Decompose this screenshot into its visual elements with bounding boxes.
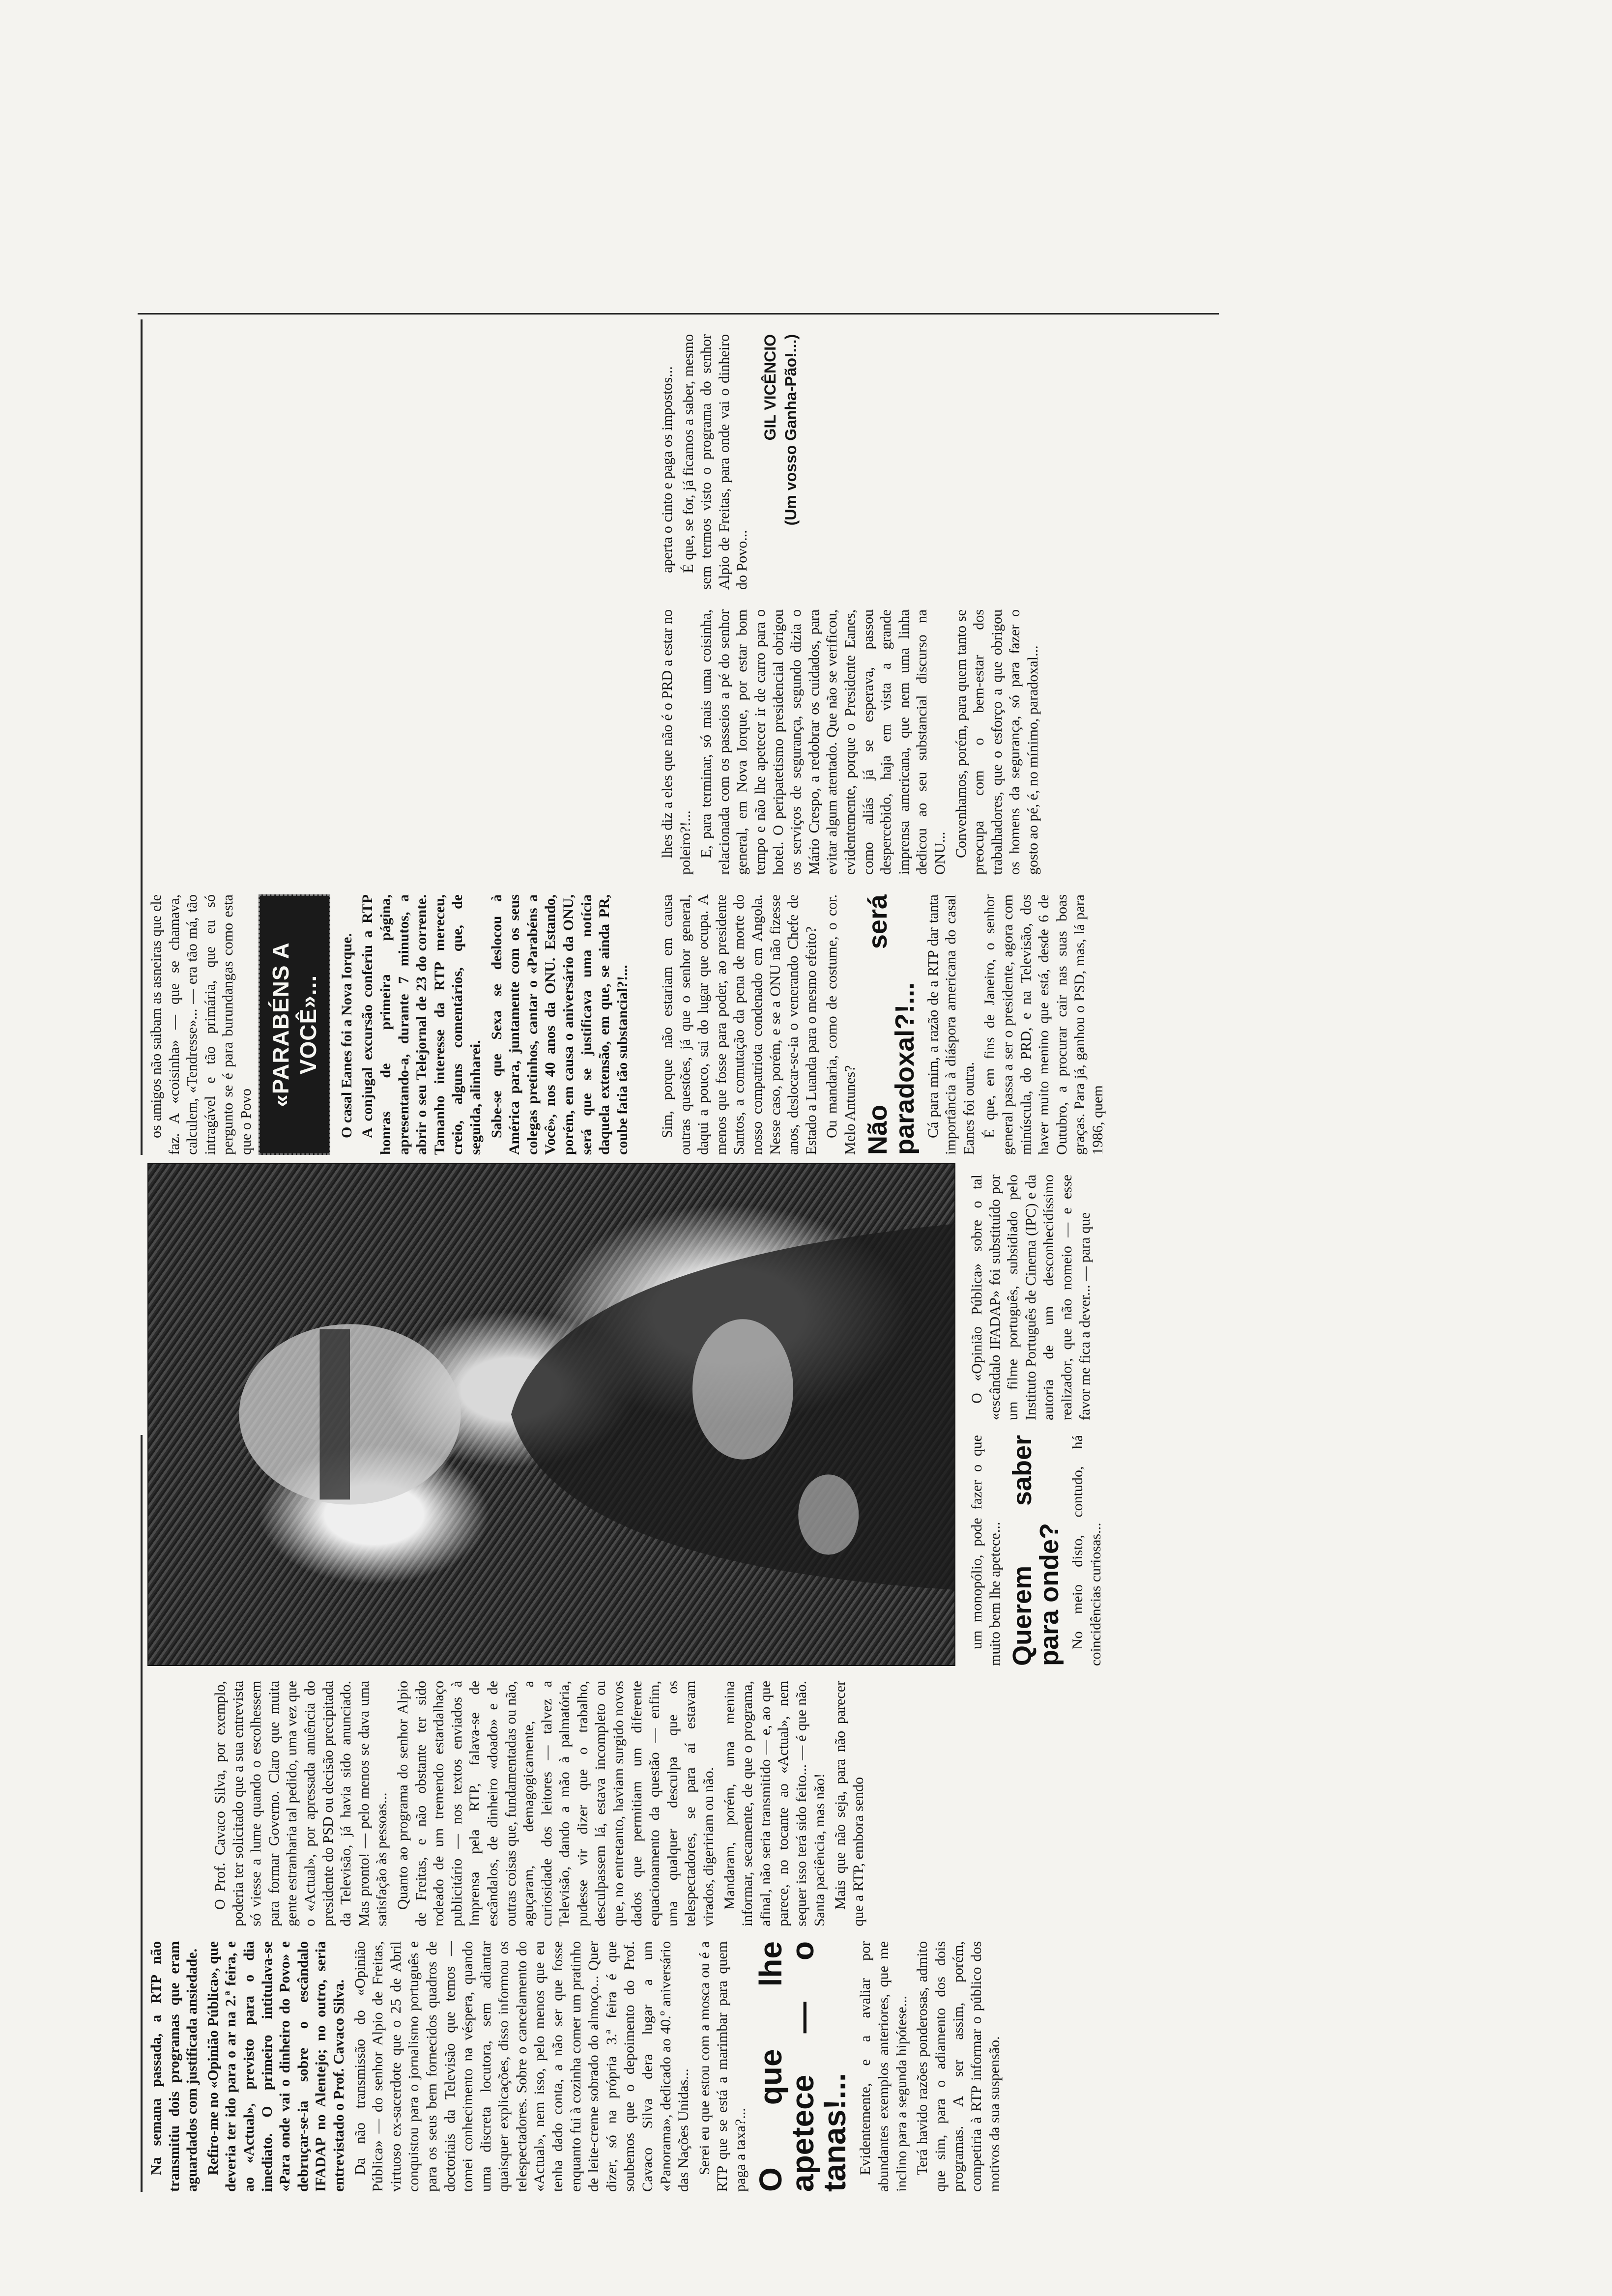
article-paragraph: um monopólio, pode fazer o que muito bem lhe apetece... (969, 1435, 1003, 1666)
article-paragraph: O casal Eanes foi a Nova Iorque. (338, 933, 355, 1138)
article-paragraph: Quanto ao programa do senhor Alpio de Freitas, e não obstante ter sido rodeado de um tremendo estardalhaço publicitário — nos textos enviados à Imprensa pela RTP, falava-se de escândalos, de dinheiro «doado» e de outras coisas que, fundamentadas ou não, aguçaram, demagogicamente, a curiosidade dos leitores — talvez a Televisão, dando a mão à palmatória, pudesse vir dizer que o trabalho, desculpassem lá, estava incompleto ou que, no entretanto, haviam surgido novos dados que permitiam um diferente equacionamento da questão — enfim, uma qualquer desculpa que os telespectadores, se para aí estavam virados, digeririam ou não. (394, 1681, 717, 1926)
article-paragraph: O «Opinião Pública» sobre o tal «escândalo IFADAP» foi substituído por um filme português, subsidiado pelo Instituto Português de Cinema (IPC) e da autoria de um desconhecidíssimo realizador, que não nomeio — e esse favor me fica a dever... — para que (969, 1175, 1093, 1420)
article-paragraph: Cá para mim, a razão de a RTP dar tanta importância à diáspora americana do casal Eanes foi outra. (924, 894, 977, 1155)
column-5b (659, 894, 1110, 1155)
article-paragraph: lhes diz a eles que não é o PRD a estar no poleiro?!... (659, 609, 693, 875)
article-paragraph: os amigos não saibam as asneiras que ele faz. A «coisinha» — que se chamava, calculem, «Tendresse»... — era tão má, tão intragável e tão primária, que eu só pergunto se é para burundangas como esta que o Povo (148, 894, 254, 1155)
column-6 (659, 609, 1045, 875)
author-signature (760, 334, 801, 590)
article-paragraph: Terá havido razões ponderosas, admito que sim, para o adiamento dos dois programas. A ser assim, porém, competiria à RTP informar o público dos motivos da sua suspensão. (914, 1941, 1003, 2192)
section-heading: O que lhe apetece — o tanas!... (752, 1941, 853, 2192)
column-1 (147, 1941, 1007, 2192)
column-4 (968, 1175, 1097, 1420)
article-paragraph: Evidentemente, e a avaliar por abundantes exemplos anteriores, que me inclino para a segunda hipótese... (857, 1941, 910, 2192)
lead-paragraph: Na semana passada, a RTP não transmitiu dois programas que eram aguardados com justificada ansiedade. (148, 1941, 201, 2192)
article-paragraph: Da não transmissão do «Opinião Pública» — do senhor Alpio de Freitas, virtuoso ex-sacerdote que o 25 de Abril conquistou para o jornalismo português e para os seus bem fornecidos quadros de doctoriais da Televisão que temos — tomei conhecimento na véspera, quando uma discreta locutora, sem adiantar quaisquer explicações, disso informou os telespectadores. Sobre o cancelamento do «Actual», nem isso, pelo menos que eu tenha dado conta, a não ser que fosse enquanto fui à cozinha comer um pratinho de leite-creme sobrado do almoço... Quer dizer, só na própria 3.ª feira é que soubemos que o depoimento do Prof. Cavaco Silva dera lugar a um «Panorama», dedicado ao 40.º aniversário das Nações Unidas... (351, 1941, 692, 2192)
column-2 (211, 1681, 870, 1926)
article-paragraph: Sabe-se que Sexa se deslocou à América para, juntamente com os seus colegas pretinhos, cantar o «Parabéns a Você», nos 40 anos da ONU. Estando, porém, em causa o aniversário da ONU, será que se justificava uma notícia daquela extensão, em que, se ainda PR, coube fatia tão substancial?!... (488, 894, 631, 1155)
lead-paragraph-2: Refiro-me no «Opinião Pública», que deveria ter ido para o ar na 2.ª feira, e ao «Actual», previsto para o dia imediato. O primeiro intitulava-se «Para onde vai o dinheiro do Povo» e debruçar-se-ia sobre o escândalo IFADAP no Alentejo; no outro, seria entrevistado o Prof. Cavaco Silva. (204, 1941, 347, 2192)
article-paragraph: aperta o cinto e paga os impostos... (659, 366, 675, 573)
column-7 (659, 334, 801, 590)
article-paragraph: Ou mandaria, como de costume, o cor. Melo Antunes? (824, 894, 858, 1155)
column-divider (138, 313, 1219, 315)
article-photo (147, 1163, 955, 1666)
column-5 (147, 894, 634, 1155)
photo-portrait-graphic (148, 1164, 954, 1665)
article-paragraph: No meio disto, contudo, há coincidências curiosas... (1069, 1435, 1104, 1666)
article-paragraph: O Prof. Cavaco Silva, por exemplo, poderia ter solicitado que a sua entrevista só viesse a lume quando o escolhessem para formar Governo. Claro que muita gente estranharia tal pedido, uma vez que o «Actual», por apressada anuência do presidente do PSD ou decisão precipitada da Televisão, já havia sido anunciado. Mas pronto! — pelo menos se dava uma satisfação às pessoas... (212, 1681, 390, 1926)
article-paragraph: Serei eu que estou com a mosca ou é a RTP que se está a marimbar para quem paga a taxa?... (696, 1941, 748, 2192)
column-3 (968, 1435, 1108, 1666)
article-paragraph: Mandaram, porém, uma menina informar, secamente, de que o programa, afinal, não seria transmitido — e, ao que parece, no tocante ao «Actual», nem sequer isso terá sido feito... — é que não. Santa paciência, mas não! (721, 1681, 828, 1926)
top-rule-right (141, 319, 143, 1155)
article-paragraph: É que, se for, já ficamos a saber, mesmo sem termos visto o programa do senhor Alpio de Freitas, para onde vai o dinheiro do Povo... (680, 334, 750, 590)
article-paragraph: E, para terminar, só mais uma coisinha, relacionada com os passeios a pé do senhor general, em Nova Iorque, por estar bom tempo e não lhe apetecer ir de carro para o hotel. O peripatetismo presidencial obrigou os serviços de segurança, segundo dizia o Mário Crespo, a redobrar os cuidados, para evitar algum atentado. Que não se verificou, evidentemente, porque o Presidente Eanes, como aliás já se esperava, passou despercebido, haja em vista a grande imprensa americana, que nem uma linha dedicou ao seu substancial discurso na ONU... (698, 609, 948, 875)
article-paragraph: Convenhamos, porém, para quem tanto se preocupa com o bem-estar dos trabalhadores, que o esforço a que obrigou os homens da segurança, só para fazer o gosto ao pé, é, no mínimo, paradoxal... (952, 609, 1041, 875)
author-name: GIL VICÊNCIO (761, 334, 779, 441)
section-heading: Não será paradoxal?!... (863, 894, 920, 1155)
article-paragraph: Mais que não seja, para não parecer que a RTP, embora sendo (832, 1681, 866, 1926)
article-paragraph: A conjugal excursão conferiu a RTP honras de primeira página, apresentando-a, durante 7 minutos, a abrir o seu Telejornal de 23 do corrente. Tamanho interesse da RTP mereceu, creio, alguns comentários, que, de seguida, alinharei. (359, 894, 484, 1155)
section-banner: «PARABÉNS A VOCÊ»... (259, 894, 330, 1155)
newspaper-page (147, 88, 1484, 2192)
article-paragraph: É que, em fins de Janeiro, o senhor general passa a ser o presidente, agora com minúscula, do PRD, e na Televisão, dos haver muito menino que está, desde 6 de Outubro, a procurar cair nas suas boas graças. Para já, ganhou o PSD, mas, lá para 1986, quem (981, 894, 1106, 1155)
article-paragraph: Sim, porque não estariam em causa outras questões, já que o senhor general, daqui a pouco, sai do lugar que ocupa. A menos que fosse para poder, ao presidente Santos, a comutação da pena de morte do nosso compatriota condenado em Angola. Nesse caso, porém, e se a ONU não fizesse anos, deslocar-se-ia o venerando Chefe de Estado a Luanda para o mesmo efeito? (659, 894, 819, 1155)
author-tagline: (Um vosso Ganha-Pão!...) (781, 334, 800, 526)
section-heading: Querem saber para onde? (1008, 1435, 1065, 1666)
top-rule (141, 1435, 143, 2192)
